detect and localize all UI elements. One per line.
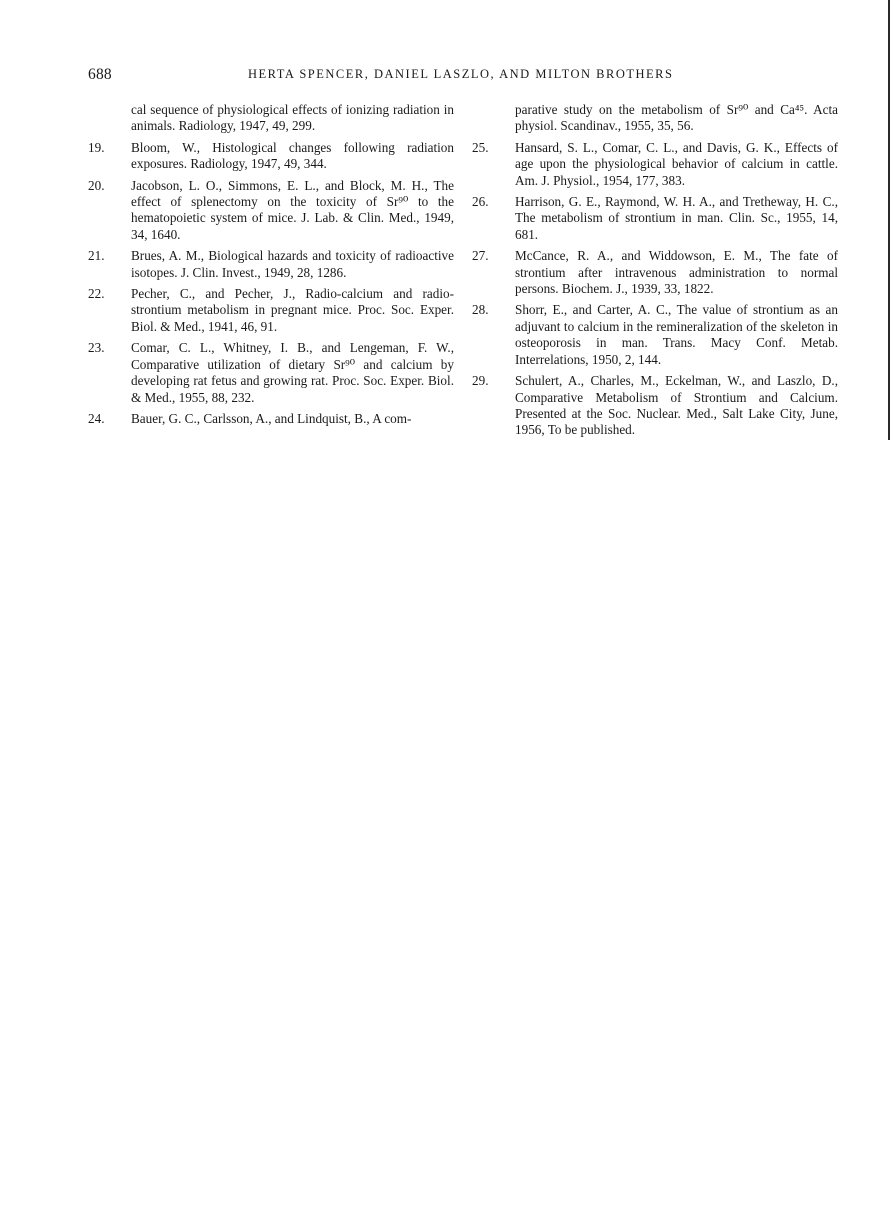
reference-text: Bloom, W., Histological changes following radiation exposures. Radiology, 1947, 49, 344. — [131, 139, 454, 172]
reference-text: Harrison, G. E., Raymond, W. H. A., and Tretheway, H. C., The metabolism of strontium in man. Clin. Sc., 1955, 14, 681. — [515, 194, 838, 242]
references-right-column — [472, 102, 838, 444]
reference-24 — [88, 411, 454, 427]
reference-text: Pecher, C., and Pecher, J., Radio-calcium and radio-strontium metabolism in pregnant mice. Proc. Soc. Exper. Biol. & Med., 1941, 46, 91. — [131, 286, 454, 334]
reference-text: Schulert, A., Charles, M., Eckelman, W., and Laszlo, D., Comparative Metabolism of Strontium and Calcium. Presented at the Soc. Nuclear. Med., Salt Lake City, June, 1956, To be published. — [515, 373, 838, 438]
reference-number: 19. — [88, 139, 105, 155]
reference-number: 27. — [472, 248, 489, 264]
reference-number: 23. — [88, 340, 105, 356]
reference-24-continuation — [472, 102, 838, 135]
reference-text: McCance, R. A., and Widdowson, E. M., The fate of strontium after intravenous administration to normal persons. Biochem. J., 1939, 33, 1822. — [515, 248, 838, 297]
reference-number: 29. — [472, 373, 489, 389]
reference-25 — [472, 140, 838, 189]
running-head: HERTA SPENCER, DANIEL LASZLO, AND MILTON BROTHERS — [248, 67, 674, 81]
references-left-column — [88, 102, 454, 432]
reference-number: 28. — [472, 302, 489, 318]
reference-20 — [88, 178, 454, 244]
reference-18-continuation — [88, 102, 454, 135]
reference-23 — [88, 340, 454, 406]
reference-26 — [472, 194, 838, 243]
reference-text: Jacobson, L. O., Simmons, E. L., and Block, M. H., The effect of splenectomy on the toxicity of Sr⁹⁰ to the hematopoietic system of mice. J. Lab. & Clin. Med., 1949, 34, 1640. — [131, 177, 454, 242]
reference-19 — [88, 140, 454, 173]
reference-29 — [472, 373, 838, 439]
reference-21 — [88, 248, 454, 281]
reference-number: 20. — [88, 177, 105, 193]
reference-text: Shorr, E., and Carter, A. C., The value of strontium as an adjuvant to calcium in the remineralization of the skeleton in osteoporosis in man. Trans. Macy Conf. Metab. Interrelations, 1950, 2, 144. — [515, 302, 838, 367]
reference-number: 26. — [472, 194, 489, 210]
reference-number: 25. — [472, 139, 489, 155]
reference-text: Hansard, S. L., Comar, C. L., and Davis, G. K., Effects of age upon the physiological behavior of calcium in cattle. Am. J. Physiol., 1954, 177, 383. — [515, 139, 838, 188]
reference-text: Comar, C. L., Whitney, I. B., and Lengeman, F. W., Comparative utilization of dietary Sr⁹⁰ and calcium by developing rat fetus and growing rat. Proc. Soc. Exper. Biol. & Med., 1955, 88, 232. — [131, 340, 454, 405]
reference-22 — [88, 286, 454, 335]
reference-text: parative study on the metabolism of Sr⁹⁰ and Ca⁴⁵. Acta physiol. Scandinav., 1955, 35, 56. — [515, 102, 838, 134]
reference-number: 21. — [88, 248, 105, 264]
reference-text: Bauer, G. C., Carlsson, A., and Lindquist, B., A com- — [131, 410, 412, 426]
reference-text: cal sequence of physiological effects of ionizing radiation in animals. Radiology, 1947, 49, 299. — [131, 102, 454, 134]
reference-number: 24. — [88, 410, 105, 426]
reference-text: Brues, A. M., Biological hazards and toxicity of radioactive isotopes. J. Clin. Invest., 1949, 28, 1286. — [131, 248, 454, 280]
reference-27 — [472, 248, 838, 297]
page-number: 688 — [88, 66, 112, 83]
reference-number: 22. — [88, 286, 105, 302]
reference-28 — [472, 302, 838, 368]
